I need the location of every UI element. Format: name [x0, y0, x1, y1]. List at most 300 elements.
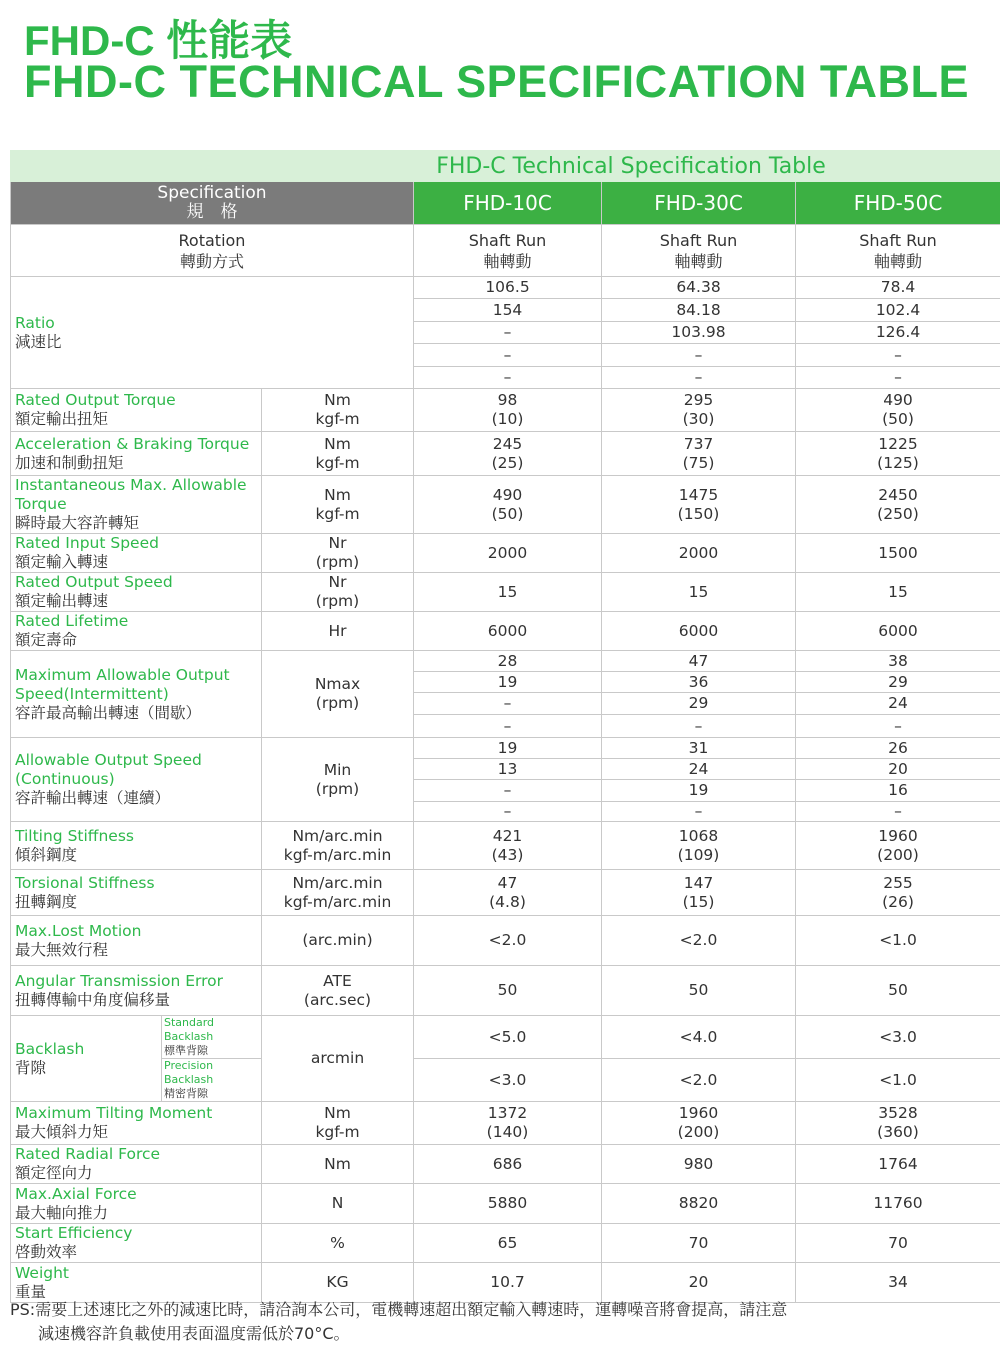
spec-value	[796, 389, 1000, 432]
spec-value	[796, 738, 1000, 759]
ratio-value	[602, 322, 796, 344]
cell-text: (200)	[877, 845, 919, 864]
unit-text: kgf-m	[315, 1123, 360, 1141]
footer-note	[10, 1298, 990, 1346]
spec-label	[11, 822, 262, 870]
page-title-zh: FHD-C 性能表	[24, 17, 293, 64]
spec-value	[796, 476, 1000, 534]
cell-text: 50	[688, 981, 709, 999]
spec-value	[602, 1263, 796, 1303]
spec-value	[414, 916, 602, 966]
unit-text: N	[331, 1194, 344, 1212]
spec-label	[11, 1102, 262, 1145]
unit-cell	[262, 1145, 414, 1184]
unit-text: Nm	[324, 485, 351, 504]
rotation-value	[414, 225, 602, 277]
footer-line-1: PS:需要上述速比之外的減速比時，請洽詢本公司，電機轉速超出額定輸入轉速時，運轉噪音將會提高，請注意	[10, 1300, 788, 1319]
spec-value	[602, 738, 796, 759]
ratio-value	[796, 322, 1000, 344]
spec-value	[796, 715, 1000, 738]
table-row	[11, 1102, 1000, 1145]
spec-value	[414, 1184, 602, 1224]
cell-text: –	[694, 802, 703, 820]
spec-value	[796, 966, 1000, 1016]
cell-text: –	[503, 716, 512, 735]
spec-value	[602, 432, 796, 476]
page-title-en: FHD-C TECHNICAL SPECIFICATION TABLE	[24, 56, 969, 107]
unit-cell	[262, 651, 414, 738]
spec-value	[796, 870, 1000, 916]
spec-label	[11, 1184, 262, 1224]
spec-value	[414, 780, 602, 802]
cell-text: –	[503, 802, 512, 820]
spec-label	[11, 1224, 262, 1263]
spec-label	[11, 916, 262, 966]
spec-value	[602, 534, 796, 573]
table-row	[11, 432, 1000, 476]
ratio-value	[796, 277, 1000, 299]
cell-text: (15)	[682, 892, 715, 911]
cell-text: 147	[683, 873, 714, 892]
cell-text: (150)	[677, 504, 720, 523]
cell-text: –	[694, 716, 703, 735]
cell-text: 98	[497, 391, 518, 409]
spec-label	[11, 476, 262, 534]
cell-text: 70	[688, 1233, 709, 1252]
spec-value	[796, 802, 1000, 822]
unit-text: Nm	[324, 1104, 351, 1122]
banner-blank	[11, 151, 262, 182]
cell-text: 34	[888, 1273, 908, 1291]
label-en: Allowable Output Speed	[15, 751, 202, 769]
unit-cell	[262, 966, 414, 1016]
table-row	[11, 612, 1000, 651]
table-row	[11, 870, 1000, 916]
cell-text: <2.0	[679, 1070, 718, 1089]
spec-value	[796, 1102, 1000, 1145]
cell-text: 13	[497, 759, 518, 778]
spec-value	[414, 672, 602, 693]
spec-value	[414, 476, 602, 534]
ratio-value	[414, 322, 602, 344]
spec-value	[602, 1059, 796, 1102]
spec-value	[602, 693, 796, 715]
spec-value	[796, 1263, 1000, 1303]
table-row	[11, 277, 1000, 299]
rotation-zh: 轉動方式	[179, 251, 244, 271]
cell-text: 6000	[878, 621, 918, 640]
cell-text: <5.0	[488, 1027, 527, 1046]
label-en: Rated Output Torque	[15, 391, 176, 409]
cell-text: –	[894, 716, 902, 735]
spec-label	[11, 573, 262, 612]
ratio-value	[796, 299, 1000, 322]
spec-value	[796, 916, 1000, 966]
cell-text: (30)	[682, 410, 715, 428]
spec-label-en: Specification	[157, 183, 267, 203]
spec-label	[11, 432, 262, 476]
label-en: Instantaneous Max. Allowable Torque	[15, 476, 247, 513]
cell-text: (75)	[682, 453, 715, 472]
cell-text: 1960	[678, 1104, 719, 1122]
cell-text: 19	[688, 781, 709, 799]
spec-value	[414, 870, 602, 916]
cell-text: 490	[492, 485, 523, 504]
unit-text: (rpm)	[315, 779, 360, 798]
cell-text: 8820	[678, 1194, 719, 1212]
table-row	[11, 916, 1000, 966]
ratio-value	[414, 299, 602, 322]
cell-text: 980	[683, 1154, 714, 1173]
label-en: Speed(Intermittent)	[15, 684, 169, 703]
spec-label	[11, 612, 262, 651]
unit-cell	[262, 1016, 414, 1102]
cell-text: 421	[492, 826, 523, 845]
spec-value	[796, 780, 1000, 802]
cell-text: –	[894, 802, 902, 820]
spec-value	[796, 573, 1000, 612]
unit-text: (rpm)	[315, 553, 360, 571]
precision-backlash-label	[162, 1059, 262, 1102]
label-en: Backlash	[15, 1039, 85, 1058]
spec-value	[414, 651, 602, 672]
table-row	[11, 1224, 1000, 1263]
cell-text: 38	[888, 651, 908, 670]
ratio-value	[602, 344, 796, 367]
spec-value	[602, 389, 796, 432]
label-zh: 額定輸入轉速	[15, 553, 109, 571]
cell-text: 6000	[487, 621, 528, 640]
cell-text: 軸轉動	[674, 251, 723, 271]
spec-value	[414, 715, 602, 738]
unit-text: kgf-m/arc.min	[283, 845, 392, 864]
unit-text: kgf-m	[315, 504, 360, 523]
spec-value	[796, 672, 1000, 693]
label-zh: 額定徑向力	[15, 1164, 93, 1182]
unit-cell	[262, 432, 414, 476]
cell-text: 15	[497, 582, 518, 601]
cell-text: (50)	[882, 410, 914, 428]
label-en: Max.Axial Force	[15, 1184, 137, 1203]
label-en: Start Efficiency	[15, 1224, 133, 1242]
cell-text: <1.0	[879, 1070, 917, 1089]
label-en: Torsional Stiffness	[15, 873, 155, 892]
cell-text: 1225	[878, 434, 918, 453]
cell-text: –	[694, 368, 703, 386]
ratio-en: Ratio	[15, 313, 55, 332]
label-en: Maximum Tilting Moment	[15, 1104, 213, 1122]
label-zh: 額定壽命	[15, 631, 78, 649]
spec-value	[414, 966, 602, 1016]
cell-text: 1960	[878, 826, 918, 845]
label-zh: 背隙	[15, 1058, 47, 1077]
ratio-zh: 減速比	[15, 332, 62, 351]
model-name: FHD-30C	[654, 190, 743, 215]
spec-value	[414, 1102, 602, 1145]
unit-text: Nm/arc.min	[292, 826, 383, 845]
cell-text: <3.0	[879, 1027, 917, 1046]
unit-text: (arc.min)	[302, 931, 373, 949]
cell-text: 50	[888, 981, 908, 999]
spec-value	[796, 1059, 1000, 1102]
spec-value	[414, 822, 602, 870]
label-en: Rated Output Speed	[15, 573, 173, 591]
cell-text: 3528	[878, 1104, 918, 1122]
cell-text: 29	[688, 694, 709, 712]
spec-label-zh: 規 格	[186, 202, 238, 222]
spec-value	[796, 432, 1000, 476]
cell-text: 16	[888, 781, 908, 799]
cell-text: –	[503, 345, 512, 364]
label-zh: 加速和制動扭矩	[15, 453, 124, 472]
unit-text: (rpm)	[315, 592, 360, 610]
table-row	[11, 1184, 1000, 1224]
table-row	[11, 225, 1000, 277]
spec-value	[602, 822, 796, 870]
cell-text: (50)	[491, 504, 524, 523]
label-zh: 傾斜鋼度	[15, 845, 78, 864]
cell-text: 47	[688, 651, 709, 670]
rotation-en: Rotation	[178, 230, 246, 250]
model-header	[414, 182, 602, 225]
model-header	[796, 182, 1000, 225]
spec-label	[11, 389, 262, 432]
label-zh: 最大無效行程	[15, 940, 109, 959]
label-en: Standard Backlash	[164, 1016, 215, 1043]
label-en: Tilting Stiffness	[15, 826, 134, 845]
spec-value	[602, 476, 796, 534]
ratio-value	[602, 277, 796, 299]
unit-cell	[262, 573, 414, 612]
table-title-text: FHD-C Technical Specification Table	[436, 153, 826, 179]
cell-text: 36	[688, 672, 709, 691]
unit-text: KG	[326, 1273, 349, 1291]
spec-value	[414, 389, 602, 432]
cell-text: 29	[888, 672, 908, 691]
label-zh: 瞬時最大容許轉矩	[15, 514, 140, 532]
spec-value	[602, 1102, 796, 1145]
cell-text: –	[503, 781, 512, 799]
rotation-label	[11, 225, 414, 277]
table-row	[11, 738, 1000, 759]
table-row	[11, 534, 1000, 573]
spec-value	[414, 612, 602, 651]
cell-text: –	[503, 694, 512, 712]
unit-text: Nm	[324, 391, 351, 409]
spec-header	[11, 182, 414, 225]
unit-cell	[262, 1224, 414, 1263]
unit-text: (rpm)	[315, 694, 360, 712]
spec-value	[602, 573, 796, 612]
cell-text: (43)	[491, 845, 524, 864]
table-row	[11, 1263, 1000, 1303]
cell-text: 1475	[678, 485, 719, 504]
spec-label	[11, 870, 262, 916]
unit-cell	[262, 1184, 414, 1224]
spec-label	[11, 534, 262, 573]
cell-text: 19	[497, 738, 518, 757]
cell-text: (250)	[877, 504, 919, 523]
ratio-value	[796, 367, 1000, 389]
cell-text: 1068	[678, 826, 719, 845]
cell-text: (10)	[491, 410, 524, 428]
table-row	[11, 1145, 1000, 1184]
spec-value	[796, 612, 1000, 651]
unit-text: Nr	[328, 573, 347, 591]
cell-text: 31	[688, 738, 709, 757]
unit-text: Nm	[324, 434, 351, 453]
ratio-value	[796, 344, 1000, 367]
ratio-value	[602, 367, 796, 389]
unit-cell	[262, 612, 414, 651]
spec-value	[602, 1016, 796, 1059]
label-zh: 最大軸向推力	[15, 1203, 109, 1222]
unit-text: kgf-m	[315, 410, 360, 428]
spec-value	[414, 802, 602, 822]
cell-text: 1764	[878, 1154, 918, 1173]
label-zh: 最大傾斜力矩	[15, 1123, 109, 1141]
spec-value	[414, 573, 602, 612]
label-en: Acceleration & Braking Torque	[15, 434, 250, 453]
spec-value	[796, 759, 1000, 780]
cell-text: (360)	[877, 1123, 919, 1141]
cell-text: <3.0	[488, 1070, 527, 1089]
label-en: Weight	[15, 1263, 70, 1282]
cell-text: 245	[492, 434, 523, 453]
cell-text: 255	[883, 873, 913, 892]
unit-text: (arc.sec)	[303, 990, 372, 1009]
cell-text: 15	[688, 582, 709, 601]
cell-text: 50	[497, 981, 518, 999]
cell-text: 11760	[873, 1194, 923, 1212]
ratio-value	[414, 367, 602, 389]
table-row	[11, 966, 1000, 1016]
cell-text: <2.0	[488, 931, 527, 949]
cell-text: 10.7	[490, 1273, 525, 1291]
cell-text: 686	[492, 1154, 523, 1173]
spec-value	[602, 651, 796, 672]
unit-cell	[262, 916, 414, 966]
label-zh: 扭轉傳輸中角度偏移量	[15, 990, 171, 1009]
table-row	[11, 476, 1000, 534]
spec-value	[796, 1224, 1000, 1263]
cell-text: 106.5	[485, 278, 530, 296]
unit-text: kgf-m	[315, 453, 360, 472]
spec-value	[602, 870, 796, 916]
label-en: Angular Transmission Error	[15, 971, 224, 990]
label-zh: 容許最高輸出轉速（間歇）	[15, 703, 202, 722]
spec-value	[602, 1184, 796, 1224]
cell-text: (26)	[882, 892, 914, 911]
spec-label	[11, 966, 262, 1016]
table-row	[11, 573, 1000, 612]
cell-text: 19	[497, 672, 518, 691]
spec-value	[602, 1224, 796, 1263]
cell-text: <4.0	[679, 1027, 718, 1046]
cell-text: 2000	[678, 543, 719, 562]
spec-value	[602, 715, 796, 738]
label-zh: 額定輸出轉速	[15, 592, 109, 610]
cell-text: Shaft Run	[468, 230, 547, 250]
footer-line-2: 減速機容許負載使用表面溫度需低於70°C。	[38, 1324, 350, 1343]
unit-text: Min	[323, 760, 352, 779]
spec-value	[602, 759, 796, 780]
unit-text: Nm	[324, 1154, 351, 1173]
spec-value	[414, 1263, 602, 1303]
unit-cell	[262, 1102, 414, 1145]
rotation-value	[602, 225, 796, 277]
cell-text: 1372	[487, 1104, 528, 1122]
table-row	[11, 651, 1000, 672]
unit-cell	[262, 1263, 414, 1303]
ratio-value	[602, 299, 796, 322]
cell-text: 28	[497, 651, 518, 670]
unit-text: %	[330, 1233, 345, 1252]
spec-value	[602, 780, 796, 802]
cell-text: 78.4	[880, 278, 916, 296]
cell-text: (109)	[677, 845, 720, 864]
cell-text: 20	[888, 759, 908, 778]
spec-value	[796, 1184, 1000, 1224]
cell-text: 1500	[878, 543, 918, 562]
cell-text: –	[894, 368, 902, 386]
cell-text: 2450	[878, 485, 918, 504]
table-title	[262, 151, 1000, 182]
cell-text: 84.18	[676, 300, 721, 319]
cell-text: 70	[888, 1233, 908, 1252]
rotation-value	[796, 225, 1000, 277]
cell-text: 26	[888, 738, 908, 757]
cell-text: –	[894, 345, 902, 364]
cell-text: (25)	[491, 453, 524, 472]
cell-text: 15	[888, 582, 908, 601]
label-en: Rated Lifetime	[15, 612, 129, 630]
spec-value	[796, 1016, 1000, 1059]
spec-label	[11, 651, 262, 738]
unit-cell	[262, 389, 414, 432]
unit-text: kgf-m/arc.min	[283, 892, 392, 911]
cell-text: 6000	[678, 621, 719, 640]
spec-value	[414, 1059, 602, 1102]
cell-text: 軸轉動	[483, 251, 532, 271]
spec-value	[796, 534, 1000, 573]
cell-text: 103.98	[671, 323, 726, 341]
unit-cell	[262, 476, 414, 534]
cell-text: –	[503, 323, 512, 341]
cell-text: <1.0	[879, 931, 917, 949]
label-zh: 標準背隙	[164, 1044, 208, 1057]
label-en: Rated Input Speed	[15, 534, 159, 552]
spec-value	[796, 1145, 1000, 1184]
table-row	[11, 389, 1000, 432]
label-zh: 容許輸出轉速（連續）	[15, 789, 171, 807]
unit-cell	[262, 822, 414, 870]
model-name: FHD-10C	[463, 190, 552, 215]
label-en: (Continuous)	[15, 770, 115, 788]
spec-value	[414, 534, 602, 573]
unit-text: Nm/arc.min	[292, 873, 383, 892]
table-row	[11, 151, 1000, 182]
unit-cell	[262, 534, 414, 573]
cell-text: 65	[497, 1233, 518, 1252]
unit-cell	[262, 870, 414, 916]
cell-text: 軸轉動	[874, 251, 923, 271]
unit-text: Nr	[328, 534, 347, 552]
label-zh: 重量	[15, 1282, 47, 1301]
table-row	[11, 182, 1000, 225]
cell-text: <2.0	[679, 931, 718, 949]
cell-text: 24	[688, 759, 709, 778]
